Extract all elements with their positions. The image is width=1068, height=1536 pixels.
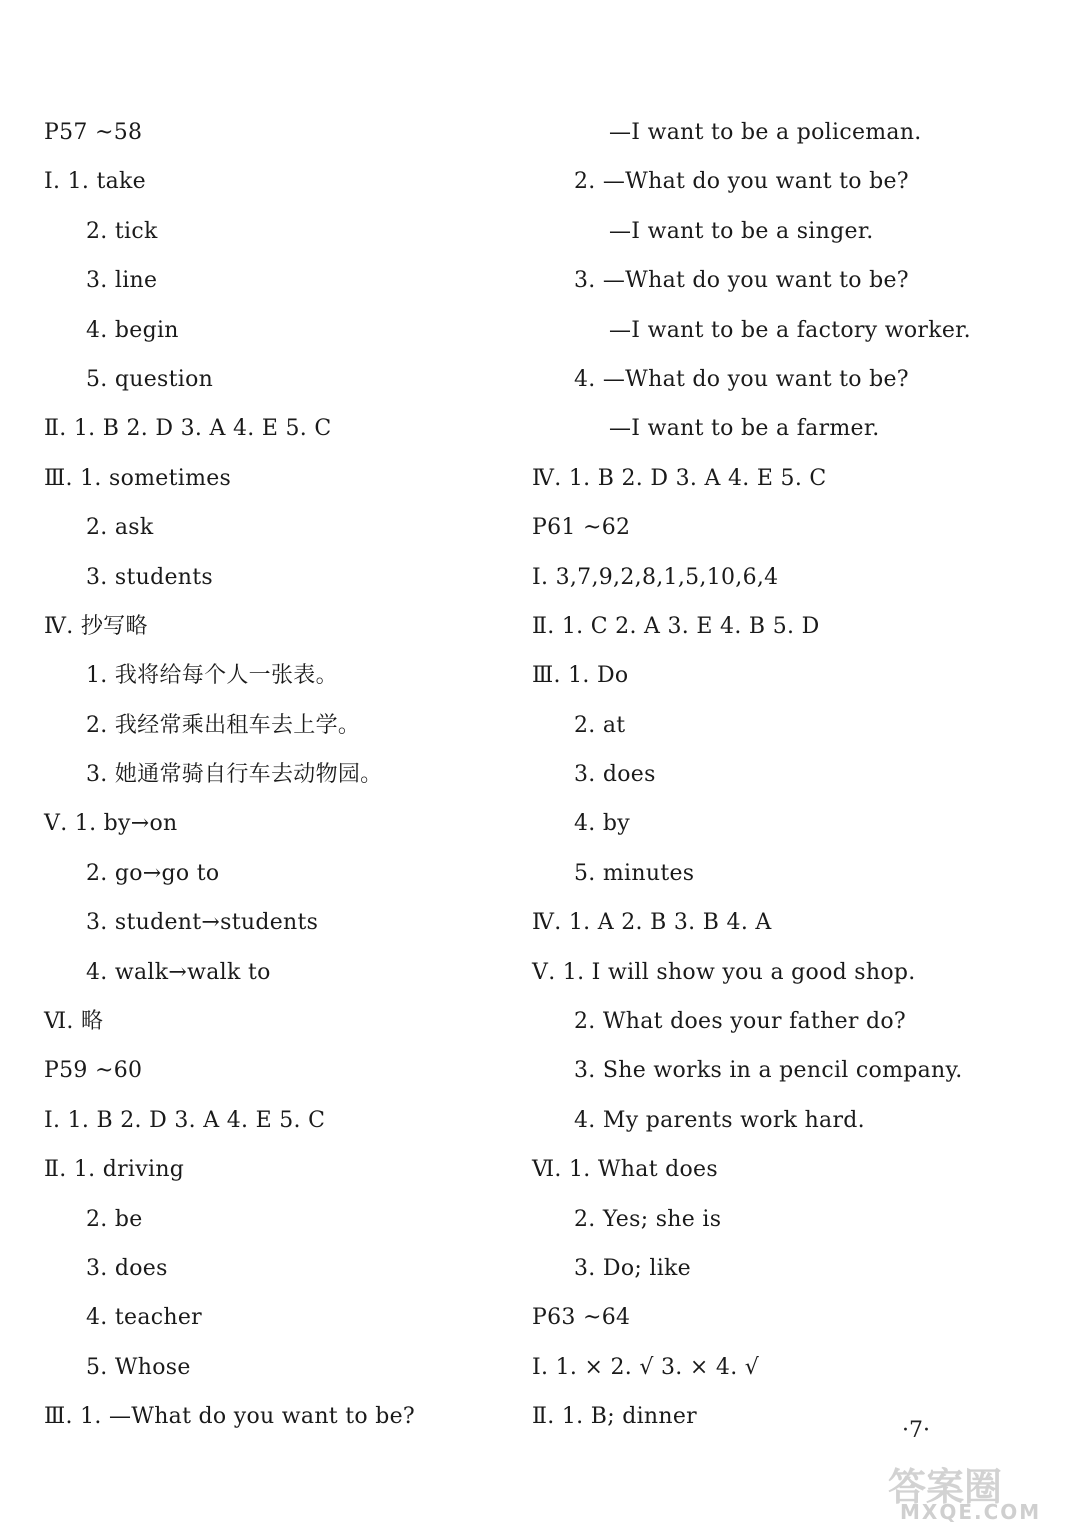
answer-line: —I want to be a singer. (609, 218, 874, 244)
answer-line: 2. 我经常乘出租车去上学。 (86, 712, 361, 738)
answer-line: Ⅲ. 1. —What do you want to be? (44, 1404, 416, 1430)
left-answer-column (44, 108, 524, 1442)
answer-line: Ⅴ. 1. I will show you a good shop. (532, 959, 916, 985)
right-answer-column (532, 108, 1032, 1442)
answer-line: 3. does (574, 762, 656, 788)
answer-line: 4. begin (86, 317, 179, 343)
answer-line: Ⅳ. 抄写略 (44, 613, 148, 639)
answer-line: 3. student→students (86, 910, 319, 936)
answer-line: Ⅱ. 1. C 2. A 3. E 4. B 5. D (532, 613, 820, 639)
answer-line: 5. Whose (86, 1354, 191, 1380)
answer-line: Ⅰ. 1. × 2. √ 3. × 4. √ (532, 1354, 760, 1380)
answer-line: 3. students (86, 564, 213, 590)
answer-line: 3. —What do you want to be? (574, 268, 909, 294)
answer-line: 4. My parents work hard. (574, 1107, 865, 1133)
answer-line: Ⅱ. 1. B; dinner (532, 1404, 697, 1430)
answer-line: Ⅰ. 1. B 2. D 3. A 4. E 5. C (44, 1107, 326, 1133)
answer-line: 2. What does your father do? (574, 1009, 907, 1035)
answer-line: —I want to be a policeman. (609, 120, 922, 145)
answer-line: Ⅴ. 1. by→on (44, 811, 178, 837)
answer-line: —I want to be a factory worker. (609, 317, 971, 343)
answer-line: Ⅳ. 1. B 2. D 3. A 4. E 5. C (532, 465, 827, 491)
answer-line: 4. by (574, 811, 630, 837)
answer-line: Ⅱ. 1. driving (44, 1157, 185, 1183)
answer-line: Ⅵ. 1. What does (532, 1157, 718, 1183)
answer-line: 2. —What do you want to be? (574, 169, 909, 195)
answer-line: P59 ~60 (44, 1058, 143, 1084)
answer-line: 2. tick (86, 218, 158, 244)
answer-line: 3. Do; like (574, 1255, 691, 1281)
answer-line: P63 ~64 (532, 1305, 631, 1331)
answer-line: 2. be (86, 1206, 143, 1232)
answer-line: 3. line (86, 268, 158, 294)
answer-line: 3. 她通常骑自行车去动物园。 (86, 762, 383, 788)
answer-line: Ⅵ. 略 (44, 1009, 104, 1035)
answer-line: 5. minutes (574, 860, 695, 886)
answer-line: Ⅲ. 1. sometimes (44, 465, 232, 491)
watermark-top-text: 答案圈 (888, 1465, 1003, 1509)
answer-line: 4. teacher (86, 1305, 202, 1331)
answer-line: Ⅰ. 1. take (44, 169, 146, 195)
answer-line: 2. go→go to (86, 860, 220, 886)
answer-line: 5. question (86, 366, 214, 392)
answer-line: —I want to be a farmer. (609, 416, 880, 442)
answer-line: 3. She works in a pencil company. (574, 1058, 963, 1084)
answer-line: 2. ask (86, 515, 154, 541)
answer-line: Ⅳ. 1. A 2. B 3. B 4. A (532, 910, 772, 936)
answer-line: Ⅰ. 3,7,9,2,8,1,5,10,6,4 (532, 564, 779, 590)
watermark-logo (870, 1456, 1040, 1526)
answer-line: 4. walk→walk to (86, 959, 271, 985)
answer-line: 2. at (574, 712, 626, 738)
answer-line: Ⅱ. 1. B 2. D 3. A 4. E 5. C (44, 416, 332, 442)
answer-line: 2. Yes; she is (574, 1206, 722, 1232)
watermark-bottom-text: MXQE.COM (900, 1500, 1042, 1524)
answer-line: P57 ~58 (44, 120, 143, 145)
answer-line: P61 ~62 (532, 515, 631, 541)
answer-line: 3. does (86, 1255, 168, 1281)
answer-line: 4. —What do you want to be? (574, 366, 909, 392)
answer-line: 1. 我将给每个人一张表。 (86, 663, 338, 689)
page-number: ·7· (902, 1418, 930, 1443)
answer-line: Ⅲ. 1. Do (532, 663, 629, 689)
